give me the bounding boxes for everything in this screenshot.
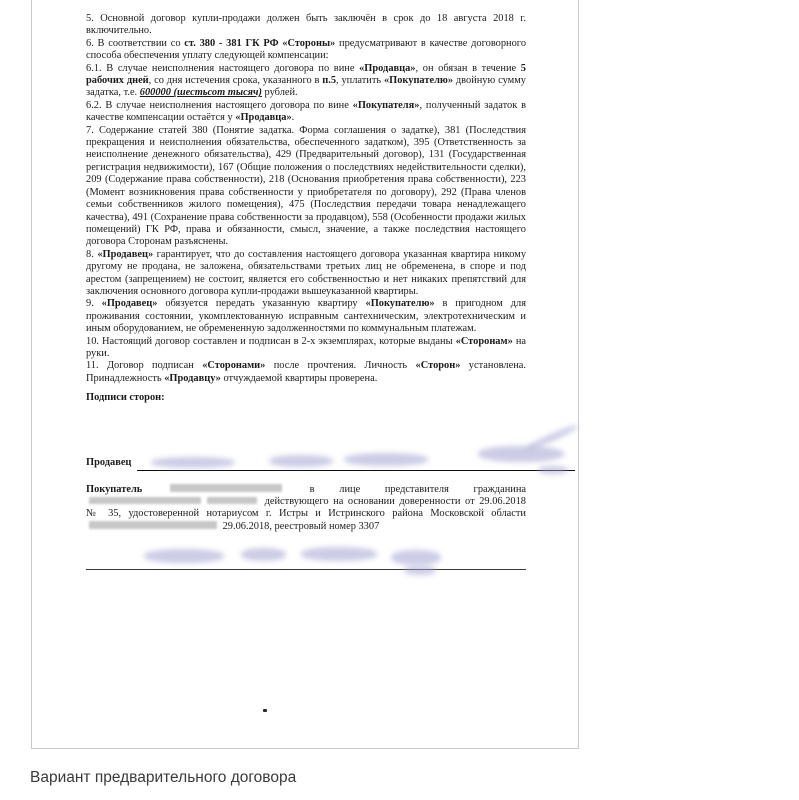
blurred-handwriting-descender [404, 566, 436, 575]
blurred-handwriting [241, 548, 286, 561]
clause-8: 8. «Продавец» гарантирует, что до составления настоящего договора указанная квартира никому другому не продана, не заложена, обязательствами третьих лиц не обременена, в споре и под арестом (запрещением) не состоит, является его собственностью и нет никаких препятствий для заключения основного договора купли-продажи вышеуказанной квартиры. [86, 248, 527, 297]
blurred-signature-stroke [344, 453, 428, 466]
clause-9: 9. «Продавец» обязуется передать указанную квартиру «Покупателю» в пригодном для проживания состоянии, укомплектованную исправным сантехническим, электротехническим и иным оборудованием, не обремененную задолженностями по коммунальным платежам. [86, 298, 526, 335]
redacted-text [89, 521, 217, 529]
blurred-handwriting [301, 547, 377, 561]
redacted-text [89, 497, 201, 505]
redacted-text [170, 484, 282, 492]
clause-6-2: 6.2. В случае неисполнения настоящего договора по вине «Покупателя», полученный задаток в качестве компенсации остаётся у «Продавца». [86, 99, 526, 124]
blurred-signature-stroke [269, 455, 333, 467]
representative-signature-row [86, 542, 526, 570]
signatures-heading: Подписи сторон: [86, 392, 165, 404]
clause-6: 6. В соответствии со ст. 380 - 381 ГК РФ «Стороны» предусматривают в качестве договорного способа обеспечения уплату следующей компенсации: [86, 37, 527, 62]
contract-body [32, 0, 579, 570]
seller-label: Продавец [86, 457, 132, 469]
clause-7: 7. Содержание статей 380 (Понятие задатка. Форма соглашения о задатке), 381 (Последствия прекращения и неисполнения обязательства, обеспеченного задатком), 395 (Ответственность за неисполнение денежного обязательства), 429 (Предварительный договор), 131 (Государственная регистрация недвижимости), 167 (Общие положения о последствиях недействительности сделки), 209 (Содержание права собственности), 218 (Основания приобретения права собственности), 223 (Момент возникновения права собственности у приобретателя по договору), 292 (Права членов семьи собственников жилого помещения), 475 (Последствия передачи товара ненадлежащего качества), 491 (Сохранение права собственности за продавцом), 558 (Особенности продажи жилых помещений) ГК РФ, права и обязанности, смысл, значение, а также последствия настоящего договора Сторонам разъяснены. [86, 124, 526, 248]
clause-11: 11. Договор подписан «Сторонами» после прочтения. Личность «Сторон» установлена. Принадлежность «Продавцу» отчуждаемой квартиры проверена. [86, 360, 526, 384]
clause-5: 5. Основной договор купли-продажи должен быть заключён в срок до 18 августа 2018 г. включительно. [86, 13, 526, 37]
image-caption: Вариант предварительного договора [30, 769, 297, 786]
buyer-signature-paragraph: Покупатель в лице представителя гражданина действующего на основании доверенности от 29.06.2018 № 35, удостоверенной нотариусом г. Истры и Истринского района Московской области 29.06.2018, реестровый номер 3307 [86, 483, 526, 532]
blurred-signature-stroke [478, 446, 564, 462]
blurred-signature-stroke [151, 457, 235, 468]
seller-signature-row [86, 449, 575, 471]
redacted-text [207, 497, 257, 505]
blurred-handwriting [391, 550, 441, 565]
blurred-handwriting [144, 549, 224, 563]
clause-6-1: 6.1. В случае неисполнения настоящего договора по вине «Продавца», он обязан в течение 5 рабочих дней, со дня истечения срока, указанного в п.5, уплатить «Покупателю» двойную сумму задатка, т.е. 600000 (шестьсот тысяч) рублей. [86, 62, 526, 99]
clause-10: 10. Настоящий договор составлен и подписан в 2-х экземплярах, которые выданы «Сторонам» на руки. [86, 335, 526, 359]
scan-speck [263, 709, 267, 712]
contract-page [31, 0, 579, 749]
blurred-signature-tail [538, 466, 568, 474]
